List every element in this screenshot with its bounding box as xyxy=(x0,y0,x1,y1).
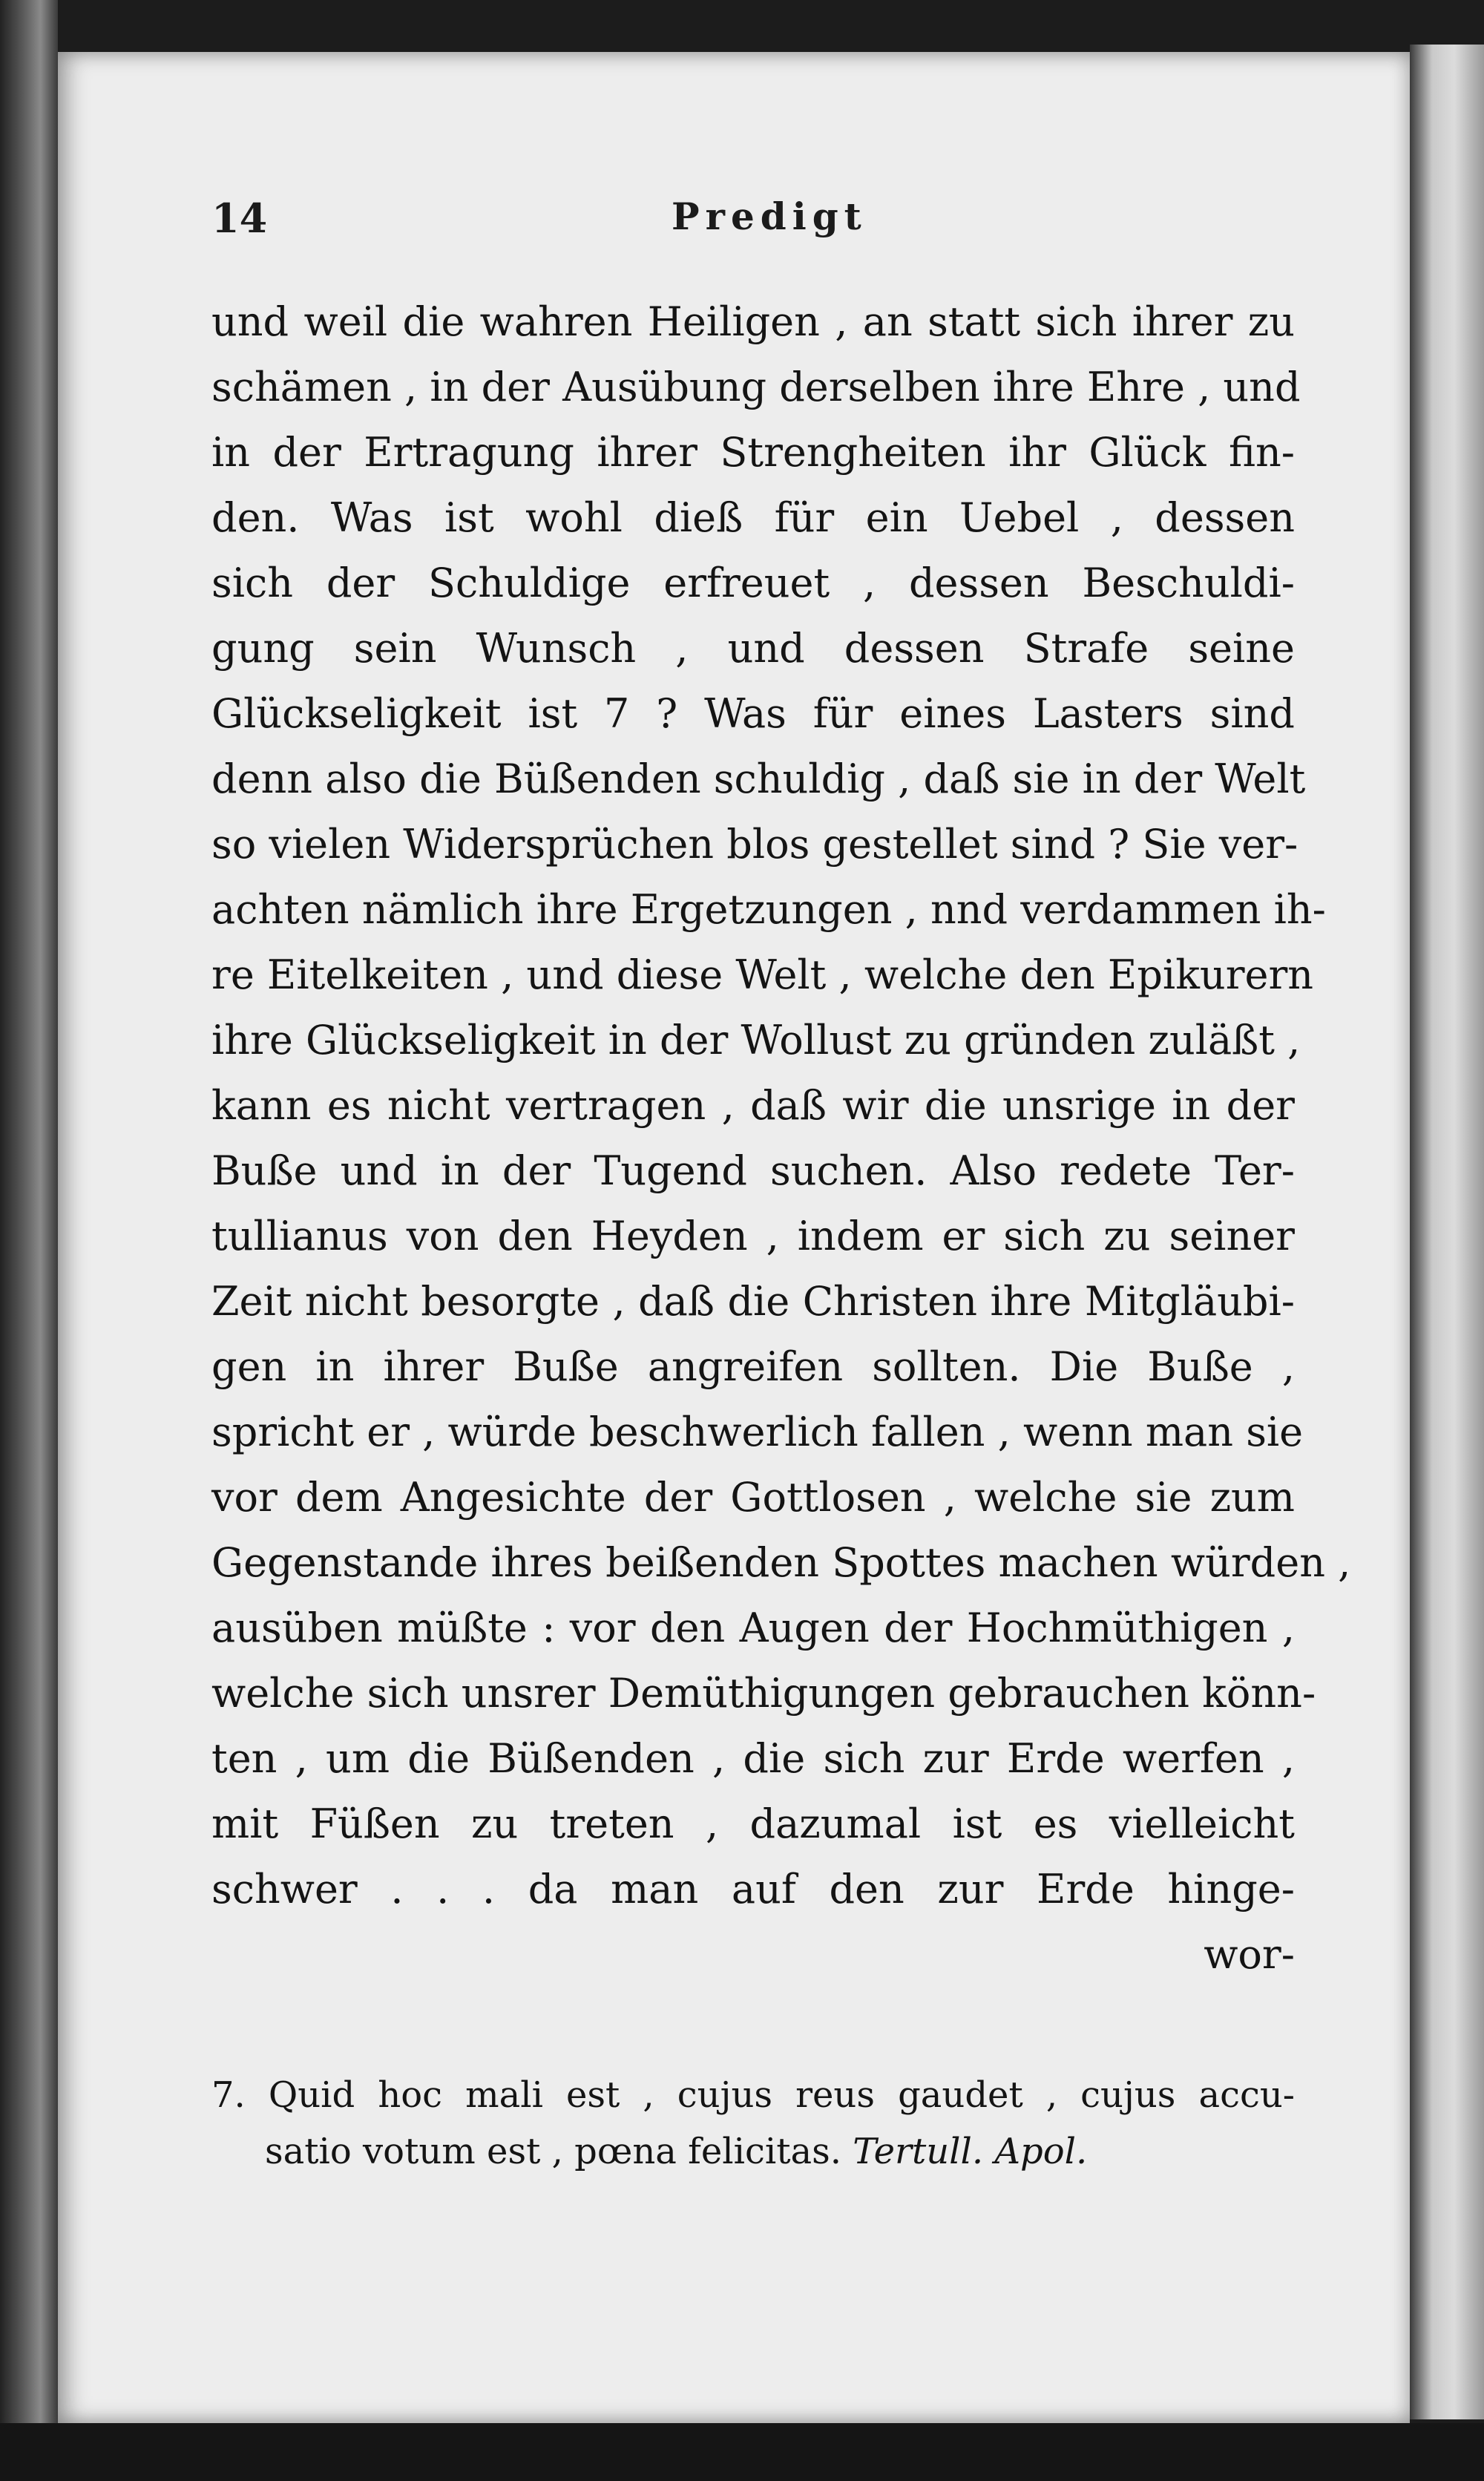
text-line: Zeit nicht besorgte , daß die Christen ihre Mitgläubi- xyxy=(211,1278,1295,1325)
text-line: schämen , in der Ausübung derselben ihre Ehre , und xyxy=(211,364,1301,410)
text-line: mit Füßen zu treten , dazumal ist es vielleicht xyxy=(211,1800,1295,1847)
footnote xyxy=(211,2067,1295,2180)
page-number: 14 xyxy=(211,194,268,242)
text-line: Glückseligkeit ist 7 ? Was für eines Lasters sind xyxy=(211,690,1295,737)
text-line: kann es nicht vertragen , daß wir die unsrige in der xyxy=(211,1082,1295,1129)
text-line: tullianus von den Heyden , indem er sich zu seiner xyxy=(211,1213,1295,1259)
text-line: welche sich unsrer Demüthigungen gebrauchen könn- xyxy=(211,1670,1316,1717)
page-header xyxy=(211,194,1287,254)
text-line: gung sein Wunsch , und dessen Strafe seine xyxy=(211,625,1295,672)
footnote-text: satio votum est , pœna felicitas. xyxy=(265,2131,842,2172)
text-line: und weil die wahren Heiligen , an statt sich ihrer zu xyxy=(211,298,1295,345)
text-line: so vielen Widersprüchen blos gestellet sind ? Sie ver- xyxy=(211,821,1298,868)
text-line: re Eitelkeiten , und diese Welt , welche den Epikurern xyxy=(211,951,1314,998)
text-line: vor dem Angesichte der Gottlosen , welche sie zum xyxy=(211,1474,1295,1521)
text-line: sich der Schuldige erfreuet , dessen Beschuldi- xyxy=(211,560,1295,606)
footnote-text: Quid hoc mali est , cujus reus gaudet , cujus accu- xyxy=(268,2074,1296,2116)
footnote-citation: Tertull. Apol. xyxy=(853,2131,1088,2172)
text-line: ihre Glückseligkeit in der Wollust zu gründen zuläßt , xyxy=(211,1017,1301,1063)
text-line: ten , um die Büßenden , die sich zur Erde werfen , xyxy=(211,1735,1295,1782)
text-line: ausüben müßte : vor den Augen der Hochmüthigen , xyxy=(211,1605,1295,1651)
text-line: in der Ertragung ihrer Strengheiten ihr Glück fin- xyxy=(211,429,1295,476)
text-line: denn also die Büßenden schuldig , daß sie in der Welt xyxy=(211,756,1306,802)
text-line: gen in ihrer Buße angreifen sollten. Die Buße , xyxy=(211,1343,1295,1390)
running-head: Predigt xyxy=(672,194,867,238)
scan-bottom-border xyxy=(0,2423,1484,2481)
body-text xyxy=(211,289,1351,1987)
footnote-line xyxy=(211,2067,1295,2123)
catchword: wor- xyxy=(1204,1931,1295,1978)
footnote-marker: 7. xyxy=(211,2074,246,2116)
page-stack-edge xyxy=(1410,45,1484,2419)
book-binding-edge xyxy=(0,0,58,2481)
text-line: Gegenstande ihres beißenden Spottes machen würden , xyxy=(211,1539,1351,1586)
text-line: Buße und in der Tugend suchen. Also redete Ter- xyxy=(211,1147,1295,1194)
footnote-line xyxy=(211,2123,1295,2180)
text-line: schwer . . . da man auf den zur Erde hinge- xyxy=(211,1866,1295,1913)
text-line: achten nämlich ihre Ergetzungen , nnd verdammen ih- xyxy=(211,886,1326,933)
text-line: den. Was ist wohl dieß für ein Uebel , dessen xyxy=(211,494,1295,541)
text-line: spricht er , würde beschwerlich fallen , wenn man sie xyxy=(211,1409,1304,1455)
